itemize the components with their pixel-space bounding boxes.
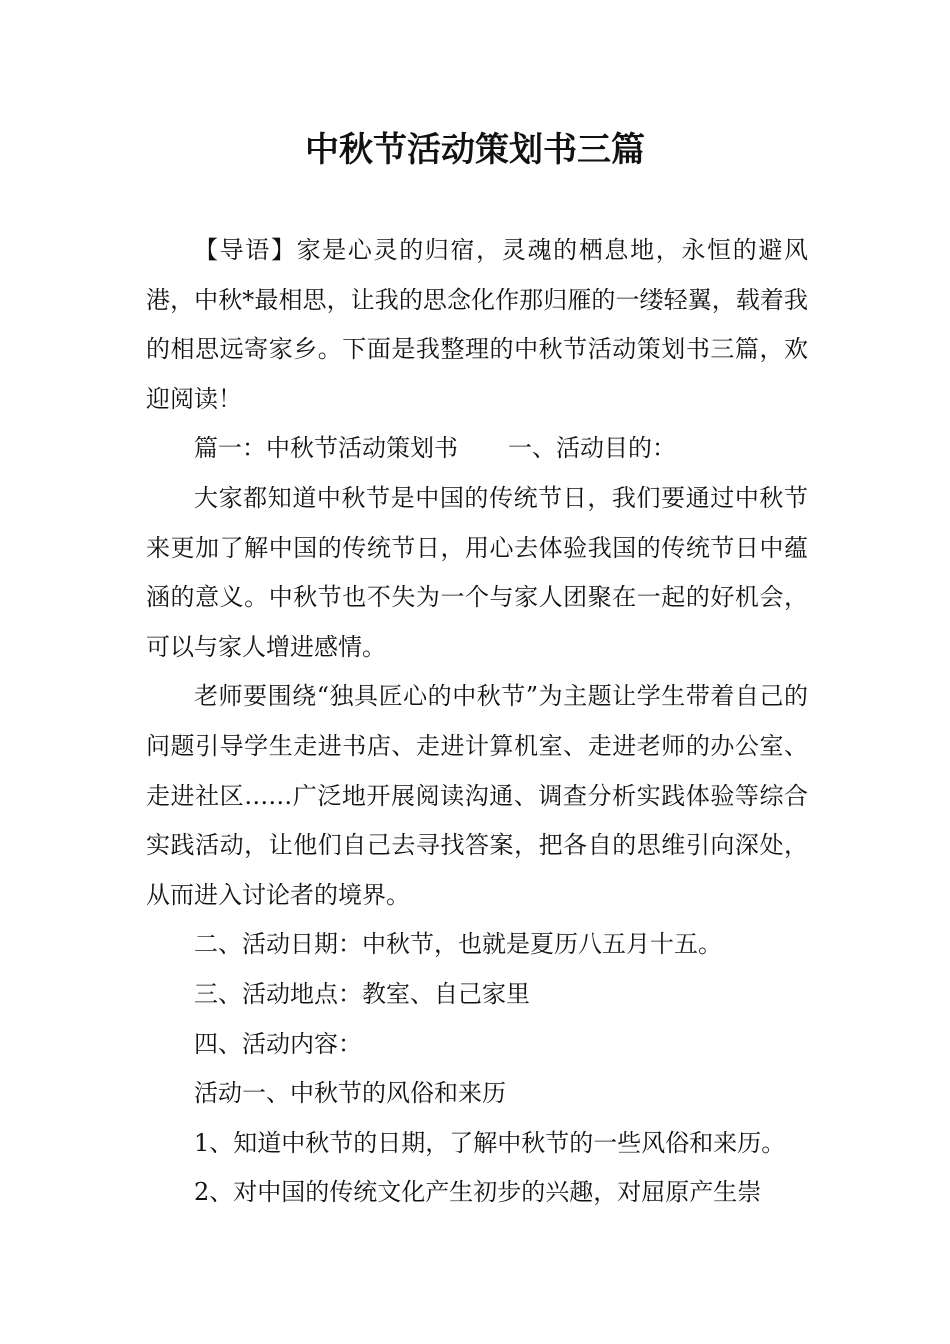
document-body: [146, 226, 808, 1218]
activity-date: 二、活动日期：中秋节，也就是夏历八五月十五。: [194, 930, 722, 959]
teacher-paragraph: 老师要围绕“独具匠心的中秋节”为主题让学生带着自己的问题引导学生走进书店、走进计算机室、走进老师的办公室、走进社区……广泛地开展阅读沟通、调查分析实践体验等综合实践活动，让他们自己去寻找答案，把各自的思维引向深处，从而进入讨论者的境界。: [146, 682, 808, 909]
activity-item-1: 1、知道中秋节的日期，了解中秋节的一些风俗和来历。: [194, 1128, 786, 1157]
section-heading: 篇一：中秋节活动策划书: [194, 434, 458, 463]
activity-item-2: 2、对中国的传统文化产生初步的兴趣，对屈原产生崇: [194, 1178, 762, 1207]
section-heading-line: [146, 424, 808, 474]
activity-one-heading: 活动一、中秋节的风俗和来历: [194, 1079, 506, 1108]
purpose-paragraph: 大家都知道中秋节是中国的传统节日，我们要通过中秋节来更加了解中国的传统节日，用心去体验我国的传统节日中蕴涵的意义。中秋节也不失为一个与家人团聚在一起的好机会，可以与家人增进感情。: [146, 483, 808, 661]
activity-location: 三、活动地点：教室、自己家里: [194, 979, 530, 1008]
intro-paragraph: 【导语】家是心灵的归宿，灵魂的栖息地，永恒的避风港，中秋*最相思，让我的思念化作那归雁的一缕轻翼，载着我的相思远寄家乡。下面是我整理的中秋节活动策划书三篇，欢迎阅读！: [146, 236, 808, 413]
activity-content-heading: 四、活动内容：: [194, 1029, 362, 1058]
section-subheading: 一、活动目的：: [508, 434, 676, 463]
document-title: 中秋节活动策划书三篇: [305, 130, 645, 170]
